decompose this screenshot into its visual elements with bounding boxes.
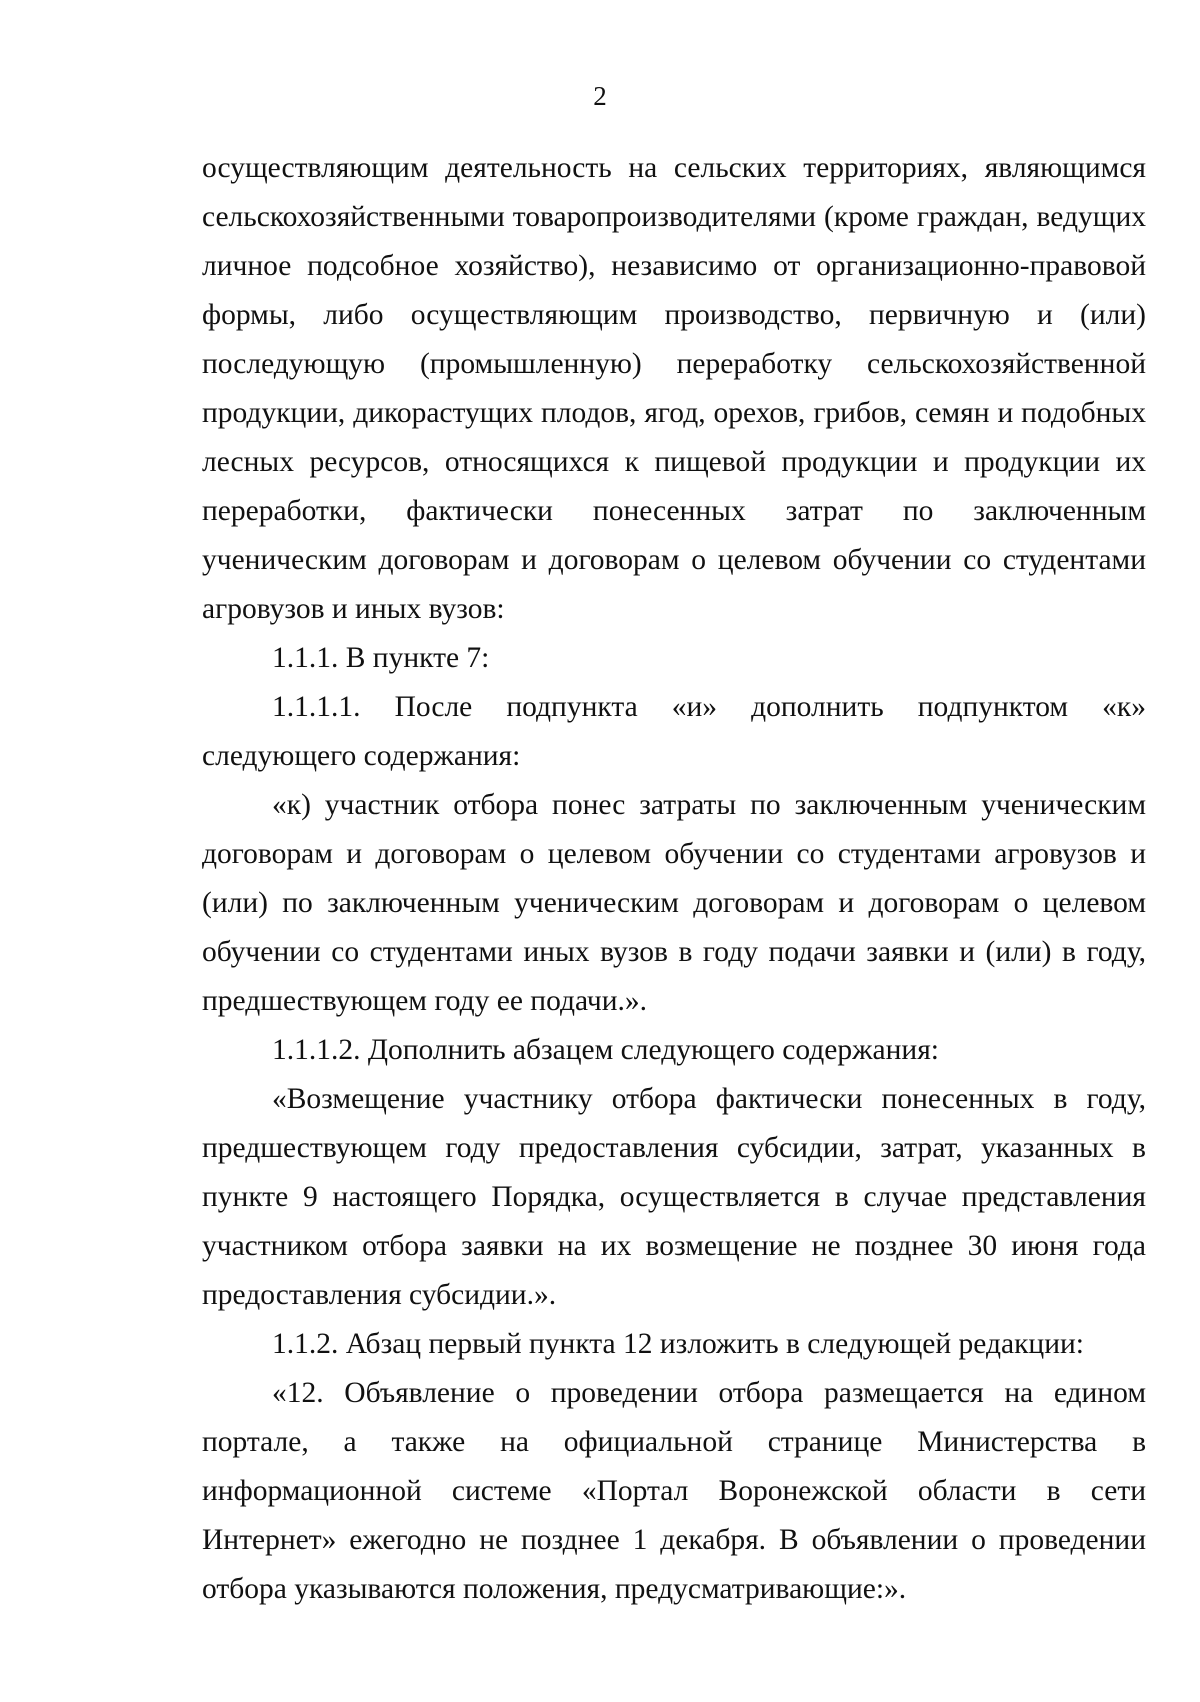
paragraph-continuation: осуществляющим деятельность на сельских территориях, являющимся сельскохозяйственными товаропроизводителями (кроме граждан, ведущих личное подсобное хозяйство), независимо от организационно-правовой формы, либо осуществляющим производство, первичную и (или) последующую (промышленную) переработку сельскохозяйственной продукции, дикорастущих плодов, ягод, орехов, грибов, семян и подобных лесных ресурсов, относящихся к пищевой продукции и продукции их переработки, фактически понесенных затрат по заключенным ученическим договорам и договорам о целевом обучении со студентами агровузов и иных вузов: <box>202 152 1146 625</box>
paragraph-quote-item-12: «12. Объявление о проведении отбора размещается на едином портале, а также на официальной странице Министерства в информационной системе «Портал Воронежской области в сети Интернет» ежегодно не позднее 1 декабря. В объявлении о проведении отбора указываются положения, предусматривающие:». <box>202 1377 1146 1605</box>
paragraph-quote-subitem-k: «к) участник отбора понес затраты по заключенным ученическим договорам и договорам о целевом обучении со студентами агровузов и (или) по заключенным ученическим договорам и договорам о целевом обучении со студентами иных вузов в году подачи заявки и (или) в году, предшествующем году ее подачи.». <box>202 789 1146 1017</box>
document-body <box>202 144 1146 1614</box>
paragraph-item-1-1-2: 1.1.2. Абзац первый пункта 12 изложить в следующей редакции: <box>272 1328 1084 1360</box>
paragraph-item-1-1-1: 1.1.1. В пункте 7: <box>272 642 490 674</box>
paragraph-item-1-1-1-2: 1.1.1.2. Дополнить абзацем следующего содержания: <box>272 1034 939 1066</box>
paragraph-item-1-1-1-1: 1.1.1.1. После подпункта «и» дополнить подпунктом «к» следующего содержания: <box>202 691 1146 772</box>
paragraph-quote-reimbursement: «Возмещение участнику отбора фактически понесенных в году, предшествующем году предоставления субсидии, затрат, указанных в пункте 9 настоящего Порядка, осуществляется в случае представления участником отбора заявки на их возмещение не позднее 30 июня года предоставления субсидии.». <box>202 1083 1146 1311</box>
page-number: 2 <box>593 81 607 111</box>
